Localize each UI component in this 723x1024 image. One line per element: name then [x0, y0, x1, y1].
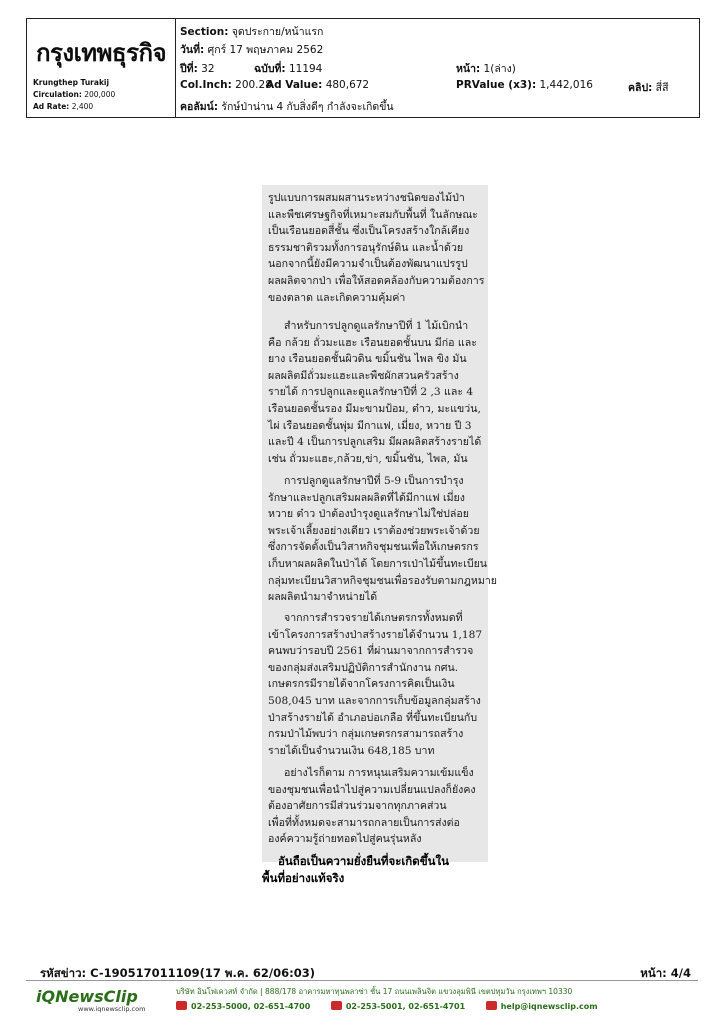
- year-value: 32: [201, 63, 215, 75]
- article-line: รูปแบบการผสมผสานระหว่างชนิดของไม้ป่า: [268, 192, 465, 204]
- section-label: Section:: [180, 26, 229, 38]
- article-line: เข้าโครงการสร้างป่าสร้างรายได้จำนวน 1,187: [268, 628, 483, 641]
- section-value: จุดประกาย/หน้าแรก: [231, 26, 324, 38]
- article-line: รายได้ การปลูกและดูแลรักษาปีที่ 2 ,3 และ 4: [268, 386, 474, 399]
- article-line: องค์ความรู้ถ่ายทอดไปสู่คนรุ่นหลัง: [268, 833, 422, 846]
- article-paragraph-5: [268, 765, 490, 848]
- phone-contact: [176, 1002, 310, 1011]
- clip-field: [628, 79, 669, 96]
- article-line: เป็นเรือนยอดสี่ชั้น ซึ่งเป็นโครงสร้างใกล้เคียง: [268, 225, 470, 238]
- email-contact[interactable]: [486, 1002, 598, 1011]
- article-line: ของกลุ่มส่งเสริมปฏิบัติการสำนักงาน กศน.: [268, 661, 459, 674]
- article-line: กลุ่มทะเบียนวิสาหกิจชุมชนเพื่อรองรับตามกฎหมาย: [268, 574, 497, 587]
- adrate-label: Ad Rate:: [33, 102, 70, 111]
- brand-name: iQNewsClip: [36, 987, 138, 1006]
- article-line: จากการสำรวจรายได้เกษตรกรทั้งหมดที่: [284, 612, 463, 624]
- document-id: รหัสข่าว: C-190517011109(17 พ.ค. 62/06:03): [40, 966, 315, 980]
- fax-icon: [331, 1001, 342, 1010]
- company-address: บริษัท อินโฟเควสท์ จำกัด | 888/178 อาคารมหาทุนพลาซ่า ชั้น 17 ถนนเพลินจิต แขวงลุมพินี เขตปทุมวัน กรุงเทพฯ 10330: [176, 987, 573, 996]
- article-line: เรือนยอดชั้นรอง มีมะขามป้อม, ต๋าว, มะแขว่น,: [268, 402, 481, 415]
- publication-panel: [27, 19, 176, 117]
- article-line: เก็บหาผลผลิตในป่าได้ โดยการเป่าไม้ขึ้นทะเบียน: [268, 557, 488, 570]
- article-line: หวาย ต๋าว ป่าต้องบำรุงดูแลรักษาไม่ใช่ปล่อย: [268, 508, 469, 521]
- column-label: คอลัมน์:: [180, 101, 219, 113]
- circulation-label: Circulation:: [33, 90, 82, 99]
- article-paragraph-3: [268, 473, 497, 606]
- clip-value: สี่สี: [655, 82, 669, 94]
- publication-info: [33, 77, 115, 113]
- prval-field: [456, 79, 593, 91]
- colinch-value: 200.28: [235, 79, 272, 91]
- brand-url: www.iqnewsclip.com: [78, 1005, 146, 1013]
- article-line: และปี 4 เป็นการปลูกเสริม มีผลผลิตสร้างรายได้: [268, 436, 482, 449]
- article-line: อย่างไรก็ตาม การหนุนเสริมความเข้มแข็ง: [284, 767, 474, 779]
- prval-label: PRValue (x3):: [456, 79, 537, 91]
- phone-icon: [176, 1001, 187, 1010]
- article-line: ผลผลิตนำมาจำหน่ายได้: [268, 591, 378, 604]
- metadata-panel: [176, 19, 699, 117]
- article-line: ยาง เรือนยอดชั้นผิวดิน ขมิ้นชัน ไพล ขิง มัน: [268, 353, 467, 366]
- article-line: ซึ่งการจัดตั้งเป็นวิสาหกิจชุมชนเพื่อให้เกษตรกร: [268, 541, 479, 554]
- article-line: ไผ่ เรือนยอดชั้นพุ่ม มีกาแฟ, เมี่ยง, หวาย ปี 3: [268, 419, 472, 432]
- publication-name: Krungthep Turakij: [33, 78, 110, 87]
- article-line: ธรรมชาติรวมทั้งการอนุรักษ์ดิน และน้ำด้วย: [268, 241, 464, 254]
- page-value: 1(ล่าง): [483, 63, 516, 75]
- year-label: ปีที่:: [180, 63, 198, 75]
- adval-value: 480,672: [325, 79, 370, 91]
- fax-contact: [331, 1002, 465, 1011]
- article-line: การปลูกดูแลรักษาปีที่ 5-9 เป็นการบำรุง: [284, 475, 464, 487]
- year-row: [180, 60, 215, 77]
- article-line: ผลผลิตจากป่า เพื่อให้สอดคล้องกับความต้องการ: [268, 274, 485, 287]
- closing-line: พื้นที่อย่างแท้จริง: [262, 871, 345, 885]
- adval-label: Ad Value:: [266, 79, 323, 91]
- article-line: เพื่อที่ทั้งหมดจะสามารถกลายเป็นการส่งต่อ: [268, 816, 460, 829]
- newspaper-logo: กรุงเทพธุรกิจ: [35, 39, 167, 67]
- article-line: 508,045 บาท และจากการเก็บข้อมูลกลุ่มสร้าง: [268, 694, 481, 707]
- article-closing: [262, 853, 449, 887]
- article-line: ของตลาด และเกิดความคุ้มค่า: [268, 291, 406, 304]
- article-line: สำหรับการปลูกดูแลรักษาปีที่ 1 ไม้เบิกนำ: [284, 320, 469, 332]
- article-line: คือ กล้วย ถั่วมะแฮะ เรือนยอดชั้นบน มีก่อ และ: [268, 336, 477, 349]
- article-line: คนพบว่ารอบปี 2561 ที่ผ่านมาจากการสำรวจ: [268, 645, 474, 658]
- header-box: [26, 18, 700, 118]
- email-value[interactable]: help@iqnewsclip.com: [500, 1002, 598, 1011]
- date-label: วันที่:: [180, 44, 205, 56]
- closing-line: อันถือเป็นความยั่งยืนที่จะเกิดขึ้นใน: [278, 854, 449, 868]
- article-line: เช่น ถั่วมะแฮะ,กล้วย,ข่า, ขมิ้นชัน, ไพล, มัน: [268, 452, 468, 465]
- issue-value: 11194: [288, 63, 323, 75]
- adrate-value: 2,400: [71, 102, 94, 111]
- column-row: [180, 98, 394, 115]
- brand-logo: [36, 987, 138, 1006]
- circulation-value: 200,000: [84, 90, 116, 99]
- colinch-label: Col.Inch:: [180, 79, 232, 91]
- contact-row: [176, 1001, 616, 1011]
- article-line: ป่าสร้างรายได้ อำเภอบ่อเกลือ ที่ขึ้นทะเบียนกับ: [268, 711, 478, 724]
- article-line: และพืชเศรษฐกิจที่เหมาะสมกับพื้นที่ ในลักษณะ: [268, 208, 478, 221]
- issue-field: [254, 60, 322, 77]
- adval-field: [266, 79, 369, 91]
- article-line: กรมป่าไม้พบว่า กลุ่มเกษตรกรสามารถสร้าง: [268, 728, 464, 741]
- clip-label: คลิป:: [628, 82, 653, 94]
- article-line: พระเจ้าเลี้ยงอย่างเดียว เราต้องช่วยพระเจ้าด้วย: [268, 524, 480, 537]
- date-value: ศุกร์ 17 พฤษภาคม 2562: [207, 44, 324, 56]
- article-line: รายได้เป็นจำนวนเงิน 648,185 บาท: [268, 744, 435, 757]
- article-line: นอกจากนี้ยังมีความจำเป็นต้องพัฒนาแปรรูป: [268, 258, 468, 271]
- article-paragraph-4: [268, 610, 490, 759]
- email-icon: [486, 1001, 497, 1010]
- article-line: เกษตรกรมีรายได้จากโครงการคิดเป็นเงิน: [268, 678, 455, 691]
- article-paragraph-2: [268, 318, 490, 467]
- phone-value: 02-253-5000, 02-651-4700: [191, 1002, 311, 1011]
- article-paragraph-1: [268, 190, 490, 306]
- fax-value: 02-253-5001, 02-651-4701: [345, 1002, 466, 1011]
- footer-bar: [26, 980, 698, 1017]
- article-line: ผลผลิตมีถั่วมะแฮะและพืชผักสวนครัวสร้าง: [268, 369, 459, 382]
- column-value: รักษ์ป่าน่าน 4 กับสิ่งดีๆ กำลังจะเกิดขึ้น: [221, 101, 394, 113]
- article-line: รักษาและปลูกเสริมผลผลิตที่ได้มีกาแฟ เมี่ยง: [268, 491, 465, 504]
- issue-label: ฉบับที่:: [254, 63, 286, 75]
- colinch-row: [180, 79, 272, 91]
- section-row: [180, 23, 323, 40]
- prval-value: 1,442,016: [539, 79, 593, 91]
- page-label: หน้า:: [456, 63, 481, 75]
- date-row: [180, 41, 323, 58]
- article-line: ต้องอาศัยการมีส่วนร่วมจากทุกภาคส่วน: [268, 800, 447, 813]
- page-field: [456, 60, 516, 77]
- article-line: ของชุมชนเพื่อนำไปสู่ความเปลี่ยนแปลงก็ยังคง: [268, 783, 476, 796]
- page-indicator: หน้า: 4/4: [640, 966, 691, 980]
